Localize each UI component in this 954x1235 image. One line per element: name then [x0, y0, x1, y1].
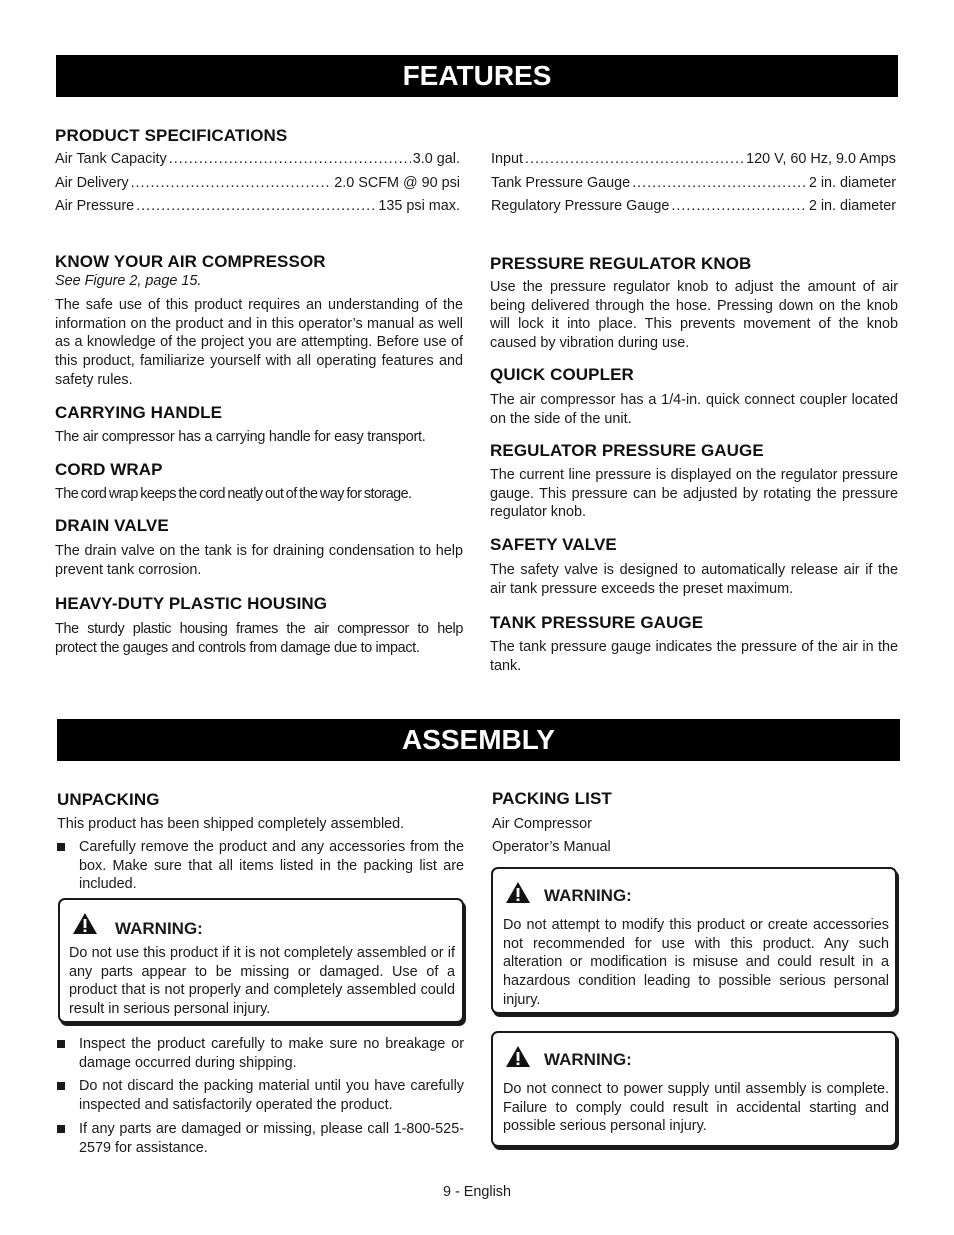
spec-row [491, 175, 896, 191]
leader-dots [131, 175, 333, 191]
square-bullet-icon [57, 1082, 65, 1090]
packing-list-item: Air Compressor [492, 816, 592, 832]
product-specifications-heading: PRODUCT SPECIFICATIONS [55, 126, 288, 145]
features-banner: FEATURES [56, 55, 898, 97]
packing-list-item: Operator’s Manual [492, 839, 611, 855]
know-compressor-body: The safe use of this product requires an understanding of the information on the product and in this operator’s manual as well as a knowledge of the project you are attempting. Before use of this product, familiarize yourself with all operating features and safety rules. [55, 297, 463, 388]
tank-gauge-heading: TANK PRESSURE GAUGE [490, 613, 704, 632]
carrying-handle-body: The air compressor has a carrying handle for easy transport. [55, 429, 426, 445]
quick-coupler-heading: QUICK COUPLER [490, 365, 634, 384]
safety-valve-body: The safety valve is designed to automatically release air if the air tank pressure exceeds the preset maximum. [490, 562, 898, 597]
list-item-text: Carefully remove the product and any accessories from the box. Make sure that all items listed in the packing list are included. [79, 839, 464, 893]
tank-gauge-body: The tank pressure gauge indicates the pressure of the air in the tank. [490, 639, 898, 674]
warning-body: Do not attempt to modify this product or create accessories not recommended for use with this product. Any such alteration or modification is misuse and could result in a hazardous condition leading to possible serious personal injury. [503, 917, 889, 1008]
spec-value: 2.0 SCFM @ 90 psi [334, 175, 460, 191]
warning-body: Do not connect to power supply until assembly is complete. Failure to comply could result in accidental starting and possible serious personal injury. [503, 1081, 889, 1135]
list-item-text: If any parts are damaged or missing, please call 1-800-525-2579 for assistance. [79, 1121, 464, 1156]
carrying-handle-heading: CARRYING HANDLE [55, 403, 223, 422]
drain-valve-body: The drain valve on the tank is for draining condensation to help prevent tank corrosion. [55, 543, 463, 578]
know-compressor-heading: KNOW YOUR AIR COMPRESSOR [55, 252, 326, 271]
unpacking-intro: This product has been shipped completely assembled. [57, 816, 405, 832]
spec-label: Air Tank Capacity [55, 151, 167, 167]
spec-value: 2 in. diameter [808, 198, 896, 214]
warning-triangle-icon [505, 881, 531, 904]
spec-row [55, 151, 460, 167]
packing-list-heading: PACKING LIST [492, 789, 612, 808]
list-item [57, 1120, 464, 1157]
list-item [57, 1035, 464, 1072]
spec-value: 135 psi max. [378, 198, 460, 214]
warning-box-power [491, 1031, 897, 1147]
quick-coupler-body: The air compressor has a 1/4-in. quick connect coupler located on the side of the unit. [490, 392, 898, 427]
warning-body: Do not use this product if it is not completely assembled or if any parts appear to be missing or damaged. Use of a product that is not properly and completely assembled could result in serious personal injury. [69, 945, 455, 1018]
spec-value: 2 in. diameter [808, 175, 896, 191]
warning-triangle-icon [72, 912, 98, 935]
spec-label: Air Pressure [55, 198, 135, 214]
drain-valve-heading: DRAIN VALVE [55, 516, 169, 535]
assembly-banner: ASSEMBLY [57, 719, 900, 761]
cord-wrap-body: The cord wrap keeps the cord neatly out of the way for storage. [55, 486, 412, 502]
warning-box-modify [491, 867, 897, 1014]
warning-box-incomplete [58, 898, 464, 1023]
leader-dots [632, 175, 807, 191]
spec-value: 120 V, 60 Hz, 9.0 Amps [746, 151, 896, 167]
list-item [57, 1077, 464, 1114]
spec-label: Tank Pressure Gauge [491, 175, 631, 191]
spec-row [491, 151, 896, 167]
cord-wrap-heading: CORD WRAP [55, 460, 163, 479]
plastic-housing-body: The sturdy plastic housing frames the air compressor to help protect the gauges and controls from damage due to impact. [55, 621, 463, 656]
regulator-knob-body: Use the pressure regulator knob to adjust the amount of air being delivered through the hose. Pressing down on the knob will lock it into place. This prevents movement of the knob caused by vibration during use. [490, 279, 898, 352]
warning-title: WARNING: [115, 919, 203, 938]
warning-title: WARNING: [544, 1050, 632, 1069]
leader-dots [169, 151, 411, 167]
leader-dots [525, 151, 744, 167]
square-bullet-icon [57, 1125, 65, 1133]
safety-valve-heading: SAFETY VALVE [490, 535, 617, 554]
list-item-text: Inspect the product carefully to make sure no breakage or damage occurred during shipping. [79, 1036, 464, 1071]
spec-label: Air Delivery [55, 175, 129, 191]
list-item [57, 838, 464, 894]
unpacking-heading: UNPACKING [57, 790, 160, 809]
regulator-gauge-body: The current line pressure is displayed on the regulator pressure gauge. This pressure can be adjusted by rotating the pressure regulator knob. [490, 467, 898, 521]
spec-label: Regulatory Pressure Gauge [491, 198, 670, 214]
square-bullet-icon [57, 843, 65, 851]
page-number: 9 - English [443, 1184, 511, 1200]
list-item-text: Do not discard the packing material until you have carefully inspected and satisfactorily operated the product. [79, 1078, 464, 1113]
regulator-gauge-heading: REGULATOR PRESSURE GAUGE [490, 441, 764, 460]
leader-dots [671, 198, 806, 214]
leader-dots [136, 198, 376, 214]
figure-reference: See Figure 2, page 15. [55, 273, 202, 289]
spec-label: Input [491, 151, 524, 167]
spec-row [491, 198, 896, 214]
spec-value: 3.0 gal. [412, 151, 460, 167]
spec-row [55, 198, 460, 214]
warning-triangle-icon [505, 1045, 531, 1068]
spec-row [55, 175, 460, 191]
plastic-housing-heading: HEAVY-DUTY PLASTIC HOUSING [55, 594, 328, 613]
square-bullet-icon [57, 1040, 65, 1048]
regulator-knob-heading: PRESSURE REGULATOR KNOB [490, 254, 752, 273]
warning-title: WARNING: [544, 886, 632, 905]
